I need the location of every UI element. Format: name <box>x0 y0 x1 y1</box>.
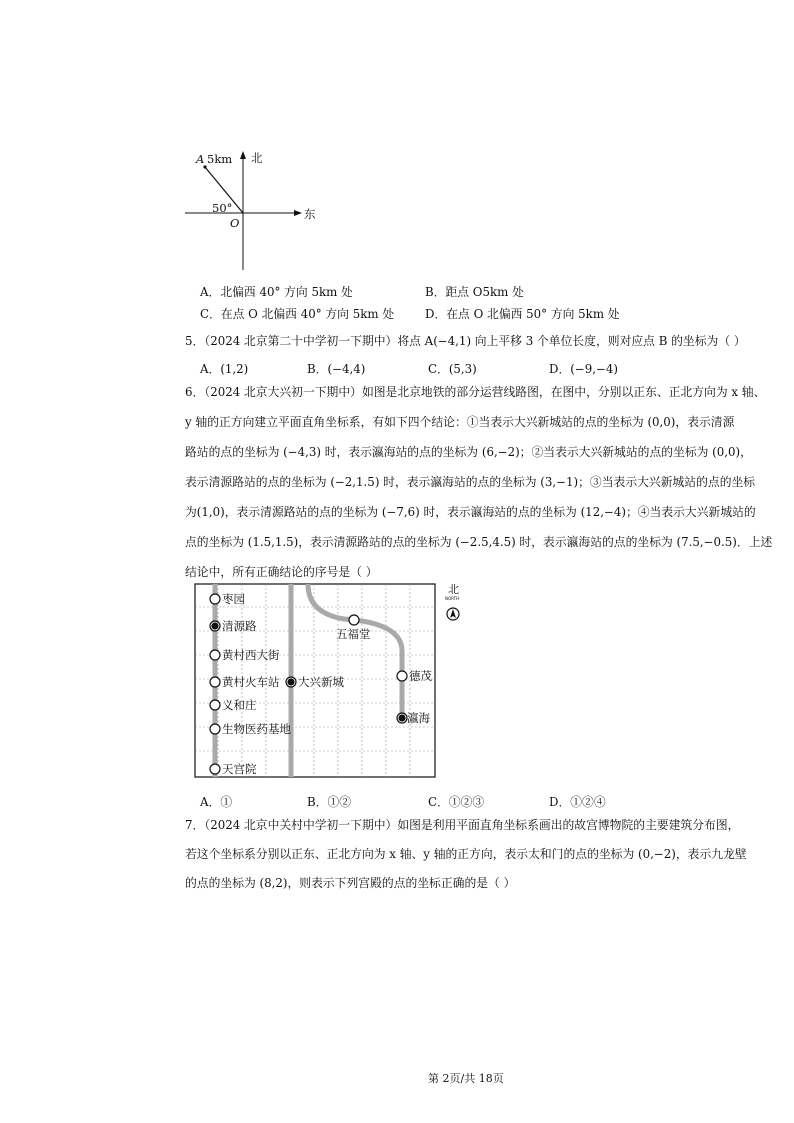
q7-line: 若这个坐标系分别以正东、正北方向为 x 轴、y 轴的正方向，表示太和门的点的坐标为 (0,−2)，表示九龙壁 <box>185 847 747 861</box>
station-label: 黄村火车站 <box>222 675 280 689</box>
q5-option-c[interactable]: C．(5,3) <box>428 362 477 376</box>
q6-option-c[interactable]: C．①②③ <box>428 795 485 809</box>
point-a-label: A <box>196 152 205 166</box>
station-label: 义和庄 <box>222 698 257 712</box>
q7-line: 的点的坐标为 (8,2)，则表示下列宫殿的点的坐标正确的是（ ） <box>185 876 516 890</box>
station-label: 生物医药基地 <box>222 722 291 736</box>
station-label: 瀛海 <box>407 711 430 725</box>
station-label: 清源路 <box>222 619 257 633</box>
q5-option-b[interactable]: B．(−4,4) <box>307 362 366 376</box>
q4-option-c[interactable]: C．在点 O 北偏西 40° 方向 5km 处 <box>200 307 395 321</box>
q5-option-a[interactable]: A．(1,2) <box>200 362 249 376</box>
angle-label: 50° <box>212 201 233 215</box>
page-number: 第 2页/共 18页 <box>428 1072 504 1085</box>
station-label: 天宫院 <box>222 762 257 776</box>
q6-line: 为(1,0)，表示清源路站的点的坐标为 (−7,6) 时，表示瀛海站的点的坐标为 (12,−4)；④当表示大兴新城站的 <box>185 505 756 519</box>
q6-line: 点的坐标为 (1.5,1.5)，表示清源路站的点的坐标为 (−2.5,4.5) 时，表示瀛海站的点的坐标为 (7.5,−0.5)．上述 <box>185 535 773 549</box>
north-label: 北 <box>251 151 263 165</box>
q7-line: 7．（2024 北京中关村中学初一下期中）如图是利用平面直角坐标系画出的故宫博物院的主要建筑分布图， <box>185 818 740 832</box>
q5-stem: 5．（2024 北京第二十中学初一下期中）将点 A(−4,1) 向上平移 3 个单位长度，则对应点 B 的坐标为（ ） <box>185 334 746 348</box>
distance-label: 5km <box>207 152 233 166</box>
q6-option-d[interactable]: D．①②④ <box>549 795 606 809</box>
q4-option-a[interactable]: A．北偏西 40° 方向 5km 处 <box>200 285 353 299</box>
q6-line: 结论中，所有正确结论的序号是（ ） <box>185 565 378 579</box>
station-label: 黄村西大街 <box>222 648 280 662</box>
station-label: 德茂 <box>409 669 432 683</box>
q6-line: 6．（2024 北京大兴初一下期中）如图是北京地铁的部分运营线路图，在图中，分别以正东、正北方向为 x 轴、 <box>185 385 766 399</box>
q7-stem <box>185 818 747 905</box>
q6-line: y 轴的正方向建立平面直角坐标系，有如下四个结论：①当表示大兴新城站的点的坐标为 (0,0)，表示清源 <box>185 415 735 429</box>
map-north-label: 北 <box>448 583 459 596</box>
station-label: 五福堂 <box>336 627 371 641</box>
q4-option-b[interactable]: B．距点 O5km 处 <box>425 285 524 299</box>
q4-option-d[interactable]: D．在点 O 北偏西 50° 方向 5km 处 <box>425 307 620 321</box>
q6-option-a[interactable]: A．① <box>200 795 233 809</box>
station-label: 大兴新城 <box>298 675 344 689</box>
q6-line: 路站的点的坐标为 (−4,3) 时，表示瀛海站的点的坐标为 (6,−2)；②当表示大兴新城站的点的坐标为 (0,0)， <box>185 445 752 459</box>
q6-option-b[interactable]: B．①② <box>307 795 352 809</box>
q6-stem <box>185 385 772 595</box>
origin-label: O <box>230 216 240 230</box>
q6-line: 表示清源路站的点的坐标为 (−2,1.5) 时，表示瀛海站的点的坐标为 (3,−1)；③当表示大兴新城站的点的坐标 <box>185 475 756 489</box>
station-label: 枣园 <box>222 592 245 606</box>
north-arrow-icon <box>446 607 460 621</box>
q5-option-d[interactable]: D．(−9,−4) <box>549 362 618 376</box>
east-label: 东 <box>304 207 316 221</box>
map-north-sub: NORTH <box>445 596 460 601</box>
